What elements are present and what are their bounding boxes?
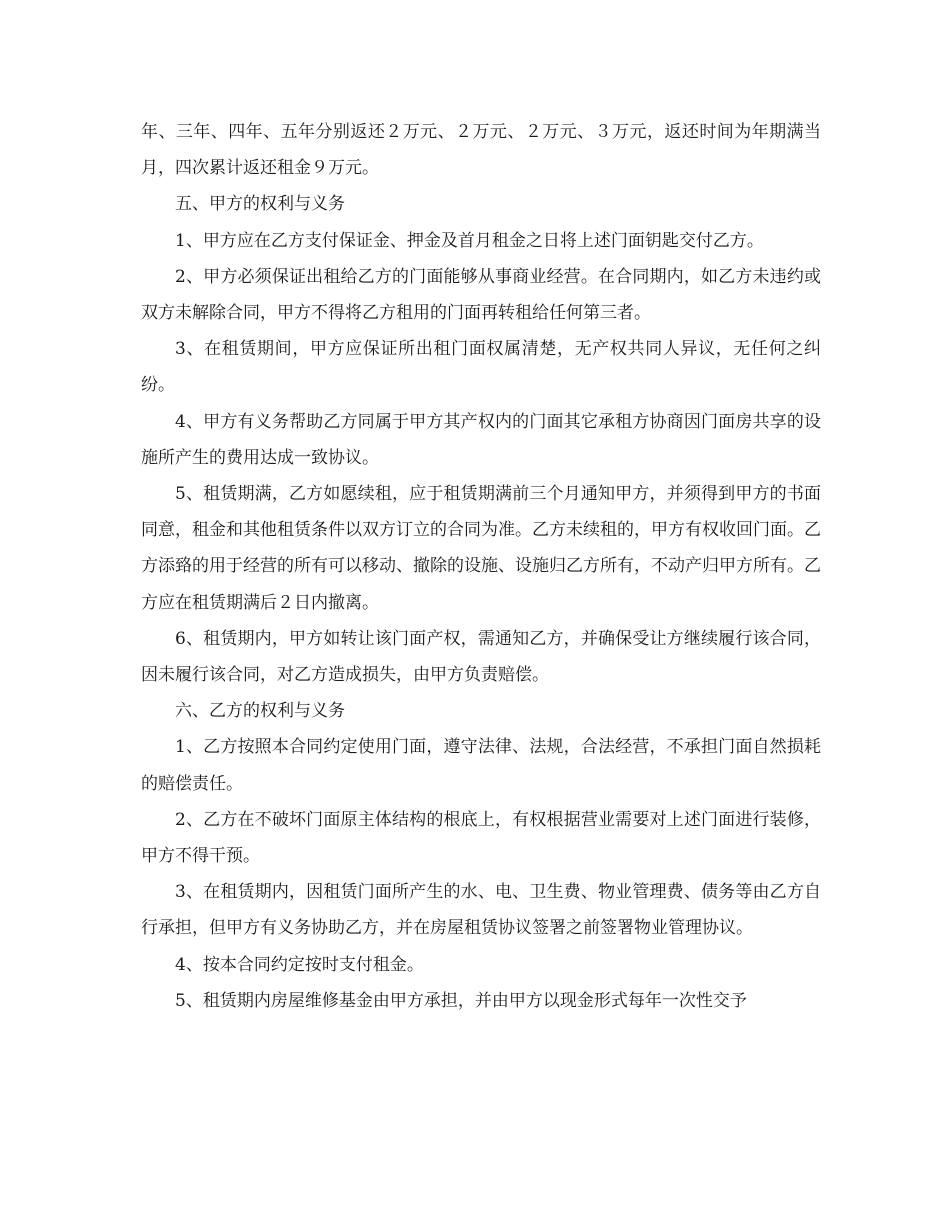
paragraph-a-3: 3、在租赁期间，甲方应保证所出租门面权属清楚，无产权共同人异议，无任何之纠纷。 <box>141 339 821 396</box>
paragraph-a-1: 1、甲方应在乙方支付保证金、押金及首月租金之日将上述门面钥匙交付乙方。 <box>175 230 764 251</box>
paragraph-b-3: 3、在租赁期内，因租赁门面所产生的水、电、卫生费、物业管理费、债务等由乙方自行承担，但甲方有义务协助乙方，并在房屋租赁协议签署之前签署物业管理协议。 <box>141 882 821 939</box>
section-heading-party-a-rights: 五、甲方的权利与义务 <box>175 194 345 215</box>
section-heading-party-b-rights: 六、乙方的权利与义务 <box>175 701 345 722</box>
paragraph-rent-refund: 年、三年、四年、五年分别返还２万元、２万元、２万元、３万元，返还时间为年期满当月，四次累计返还租金９万元。 <box>141 122 821 179</box>
paragraph-a-4: 4、甲方有义务帮助乙方同属于甲方其产权内的门面其它承租方协商因门面房共享的设施所产生的费用达成一致协议。 <box>141 411 821 468</box>
paragraph-b-1: 1、乙方按照本合同约定使用门面，遵守法律、法规，合法经营，不承担门面自然损耗的赔偿责任。 <box>141 737 821 794</box>
paragraph-a-6: 6、租赁期内，甲方如转让该门面产权，需通知乙方，并确保受让方继续履行该合同，因未履行该合同，对乙方造成损失，由甲方负责赔偿。 <box>141 628 821 686</box>
paragraph-a-5: 5、租赁期满，乙方如愿续租，应于租赁期满前三个月通知甲方，并须得到甲方的书面同意，租金和其他租赁条件以双方订立的合同为准。乙方未续租的，甲方有权收回门面。乙方添臵的用于经营的所有可以移动、撤除的设施、设施归乙方所有，不动产归甲方所有。乙方应在租赁期满后２日内撤离。 <box>141 484 821 613</box>
paragraph-b-5: 5、租赁期内房屋维修基金由甲方承担，并由甲方以现金形式每年一次性交予 <box>175 990 747 1011</box>
paragraph-a-2: 2、甲方必须保证出租给乙方的门面能够从事商业经营。在合同期内，如乙方未违约或双方未解除合同，甲方不得将乙方租用的门面再转租给任何第三者。 <box>141 266 821 324</box>
document-body <box>141 114 821 1019</box>
paragraph-b-2: 2、乙方在不破坏门面原主体结构的根底上，有权根据营业需要对上述门面进行装修，甲方不得干预。 <box>141 809 821 867</box>
paragraph-b-4: 4、按本合同约定按时支付租金。 <box>175 954 424 975</box>
